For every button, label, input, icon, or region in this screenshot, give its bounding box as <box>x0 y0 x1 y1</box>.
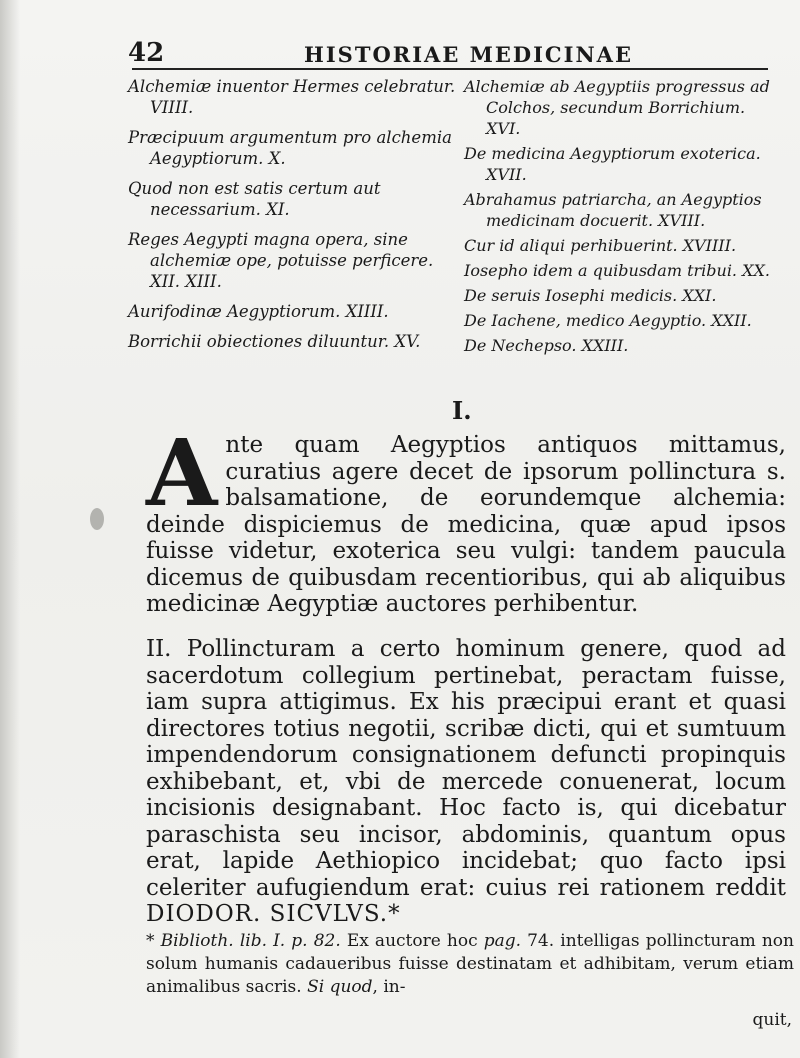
summary-entry: Quod non est satis certum aut necessarium. XI. <box>128 179 381 219</box>
summary-entry: Aurifodinæ Aegyptiorum. XIIII. <box>128 302 389 321</box>
summary-entry: Præcipuum argumentum pro alchemia Aegyptiorum. X. <box>128 128 452 168</box>
header-rule <box>132 68 768 70</box>
summary-entry: De seruis Iosephi medicis. XXI. <box>464 286 717 305</box>
summary-entry: Cur id aliqui perhibuerint. XVIIII. <box>464 236 737 255</box>
cited-author: DIODOR. SICVLVS. <box>146 901 389 927</box>
drop-cap: A <box>146 419 218 527</box>
footnote-pag: pag. <box>483 931 522 951</box>
footnote <box>146 930 794 999</box>
footnote-reference: Biblioth. lib. I. p. 82. <box>160 931 341 951</box>
paragraph-2 <box>146 636 786 928</box>
footnote-text-a: Ex auctore hoc <box>340 931 484 951</box>
ink-spot <box>90 508 104 530</box>
gutter-shadow <box>0 0 20 1058</box>
summary-entry: De Nechepso. XXIII. <box>464 336 629 355</box>
summary-column-right <box>464 76 778 360</box>
paragraph-1-text: nte quam Aegyptios antiquos mittamus, curatius agere decet de ipsorum pollinctura s. balsamatione, de eorundemque alchemia: deinde dispiciemus de medicina, quæ apud ipsos fuisse videtur, exoterica seu vulgi: tandem paucula dicemus de quibusdam recentioribus, qui ab aliquibus medicinæ Aegyptiæ auctores perhibentur. <box>146 432 786 617</box>
section-number: I. <box>452 396 472 425</box>
summary-entry: Abrahamus patriarcha, an Aegyptios medicinam docuerit. XVIII. <box>464 190 762 230</box>
summary-entry: Borrichii obiectiones diluuntur. XV. <box>128 332 421 351</box>
footnote-text-c: , in- <box>372 977 406 997</box>
summary-entry: Alchemiæ ab Aegyptiis progressus ad Colchos, secundum Borrichium. XVI. <box>464 77 770 138</box>
chapter-summary <box>128 76 778 376</box>
page-number: 42 <box>128 38 165 68</box>
summary-entry: De Iachene, medico Aegyptio. XXII. <box>464 311 752 330</box>
paragraph-2-text: II. Pollincturam a certo hominum genere, quod ad sacerdotum collegium pertinebat, peractam fuisse, iam supra attigimus. Ex his præcipui erant et quasi directores totius negotii, scribæ dicti, qui et sumtuum impendendorum consignationem defuncti propinquis exhibebant, et, vbi de mercede conuenerat, locum incisionis designabant. Hoc facto is, qui dicebatur paraschista seu incisor, abdominis, quantum opus erat, lapide Aethiopico incidebat; quo facto ipsi celeriter aufugiendum erat: cuius rei rationem reddit <box>146 636 786 901</box>
summary-column-left <box>128 76 458 361</box>
footnote-marker: * <box>388 901 400 927</box>
summary-entry: De medicina Aegyptiorum exoterica. XVII. <box>464 144 761 184</box>
summary-entry: Alchemiæ inuentor Hermes celebratur. VIIII. <box>128 77 456 117</box>
paragraph-1 <box>146 419 786 618</box>
running-title: HISTORIAE MEDICINAE <box>304 42 633 67</box>
footnote-tail: Si quod <box>307 977 373 997</box>
footnote-text-b: 74. intelligas pollincturam non solum humanis cadaueribus fuisse destinatam et adhibitam, verum etiam animalibus sacris. <box>146 931 794 997</box>
summary-entry: Reges Aegypti magna opera, sine alchemiæ ope, potuisse perficere. XII. XIII. <box>128 230 434 291</box>
summary-entry: Iosepho idem a quibusdam tribui. XX. <box>464 261 770 280</box>
footnote-mark: * <box>146 931 161 951</box>
catchword: quit, <box>752 1010 792 1030</box>
